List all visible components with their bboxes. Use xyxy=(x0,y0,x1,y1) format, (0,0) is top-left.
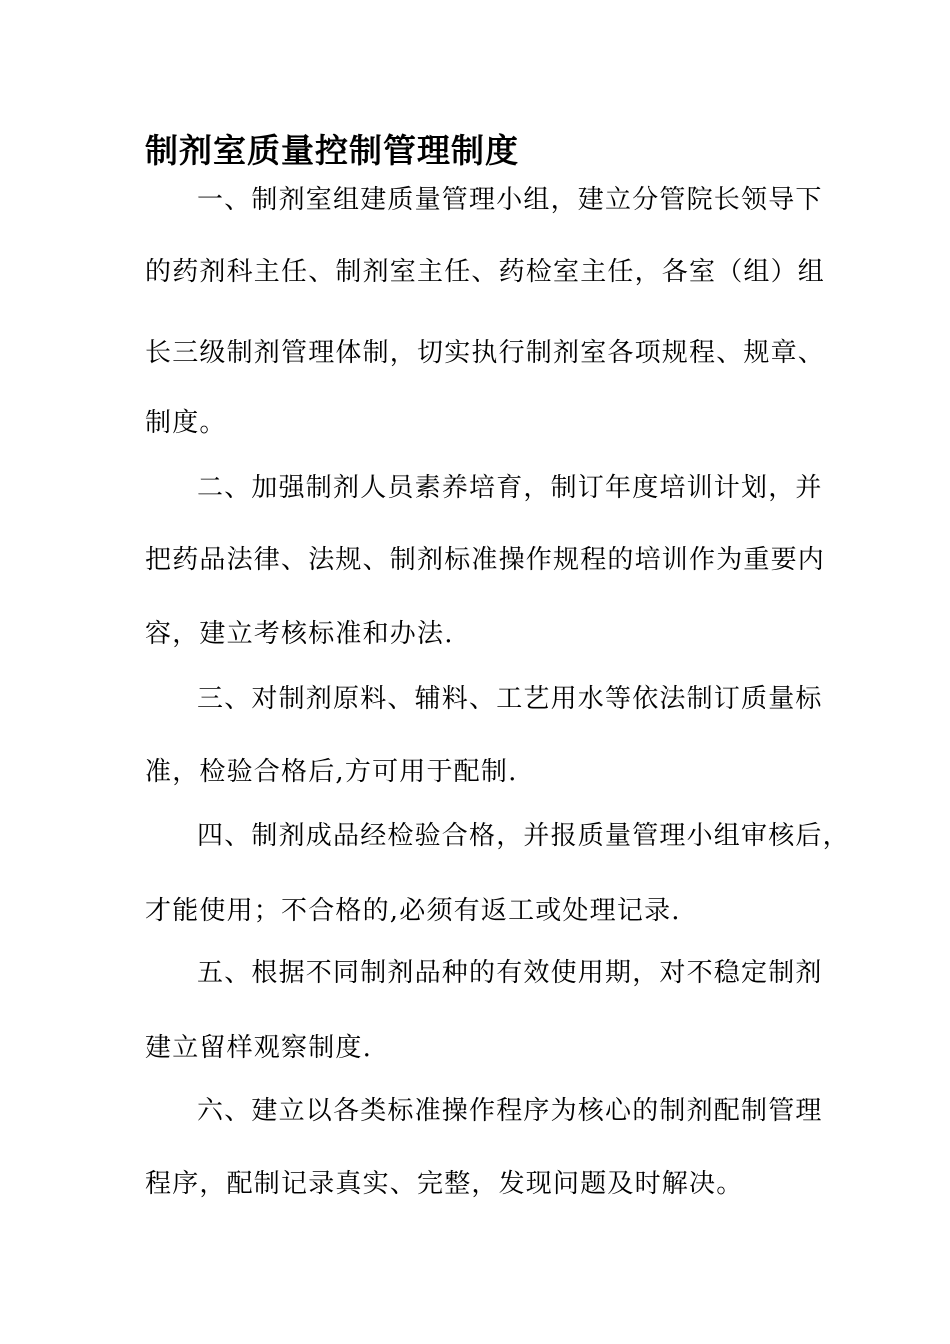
paragraph-1-line-3: 长三级制剂管理体制，切实执行制剂室各项规程、规章、 xyxy=(145,338,826,368)
paragraph-4-line-1: 四、制剂成品经检验合格，并报质量管理小组审核后， xyxy=(197,821,850,851)
paragraph-3-line-2: 准，检验合格后,方可用于配制. xyxy=(145,757,518,787)
paragraph-6-line-2: 程序，配制记录真实、完整，发现问题及时解决。 xyxy=(145,1169,744,1199)
paragraph-4-line-2: 才能使用；不合格的,必须有返工或处理记录. xyxy=(145,896,681,926)
paragraph-6-line-1: 六、建立以各类标准操作程序为核心的制剂配制管理 xyxy=(197,1096,823,1126)
paragraph-5-line-1: 五、根据不同制剂品种的有效使用期，对不稳定制剂 xyxy=(197,958,823,988)
paragraph-2-line-1: 二、加强制剂人员素养培育，制订年度培训计划，并 xyxy=(197,473,823,503)
paragraph-2-line-3: 容，建立考核标准和办法. xyxy=(145,619,454,649)
document-title: 制剂室质量控制管理制度 xyxy=(145,131,519,170)
paragraph-1-line-4: 制度。 xyxy=(145,408,227,438)
paragraph-1-line-2: 的药剂科主任、制剂室主任、药检室主任，各室（组）组 xyxy=(145,257,826,287)
paragraph-2-line-2: 把药品法律、法规、制剂标准操作规程的培训作为重要内 xyxy=(145,545,826,575)
paragraph-1-line-1: 一、制剂室组建质量管理小组，建立分管院长领导下 xyxy=(197,185,823,215)
paragraph-5-line-2: 建立留样观察制度. xyxy=(145,1033,373,1063)
paragraph-3-line-1: 三、对制剂原料、辅料、工艺用水等依法制订质量标 xyxy=(197,684,823,714)
